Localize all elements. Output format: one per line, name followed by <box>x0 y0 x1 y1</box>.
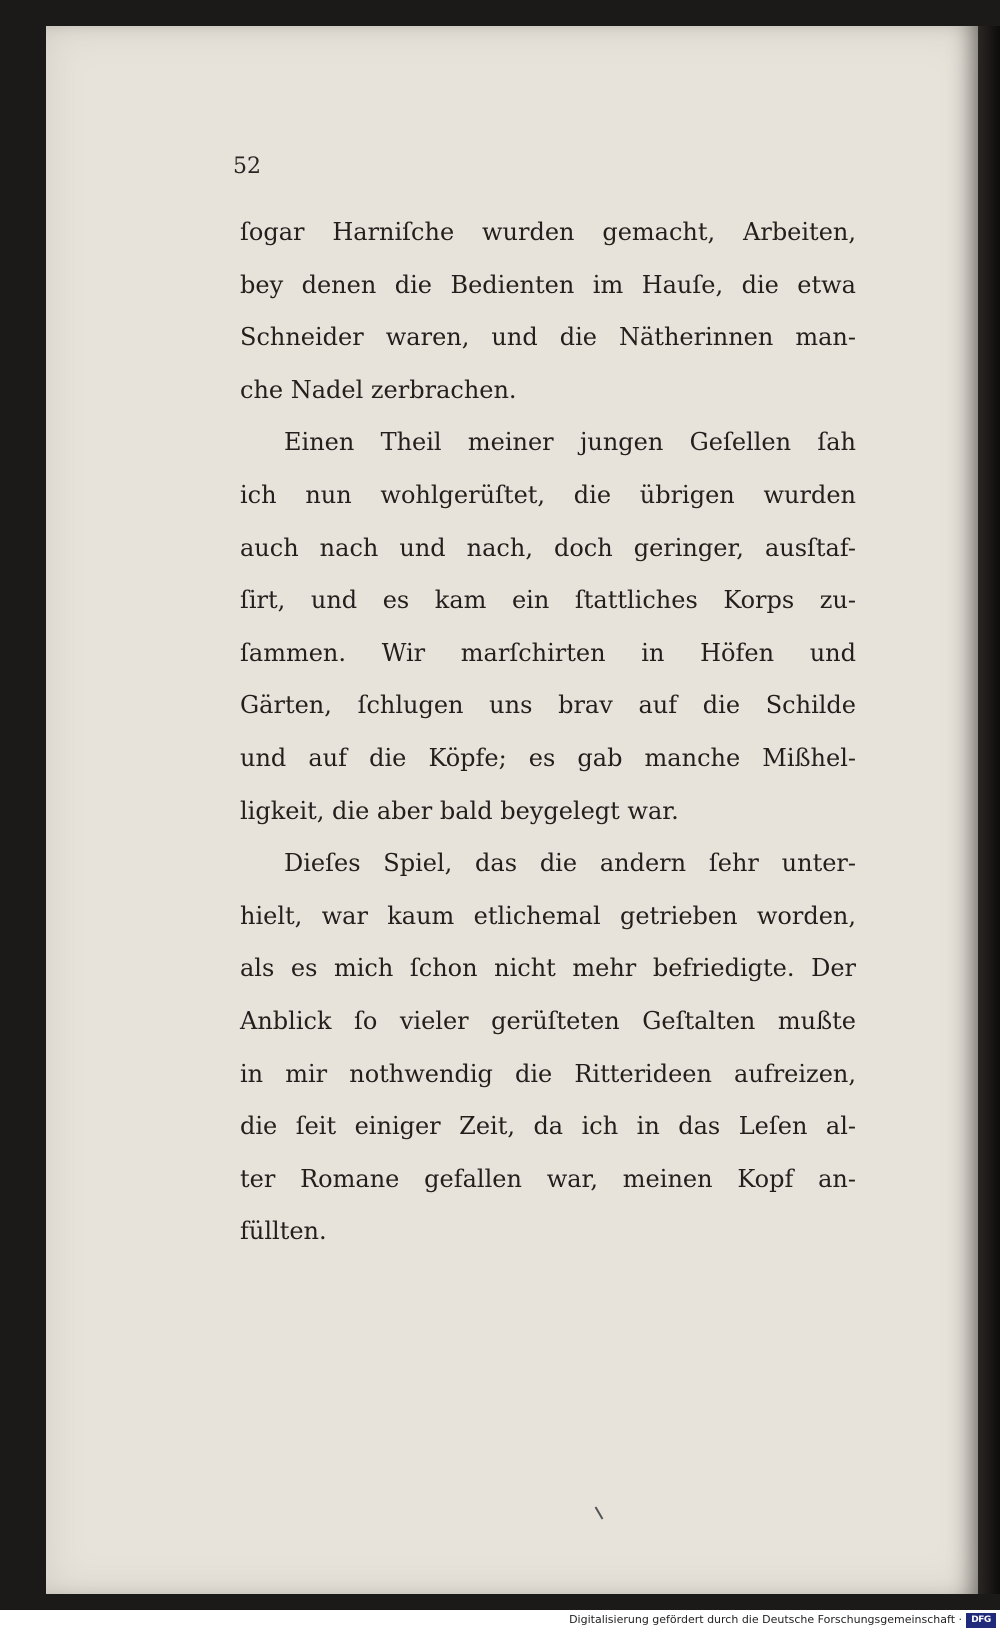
text-line: Einen Theil meiner jungen Geſellen ſah <box>284 428 856 457</box>
page-number: 52 <box>233 154 261 179</box>
text-line: füllten. <box>240 1217 327 1246</box>
text-line: auch nach und nach, doch geringer, ausſtaf- <box>240 533 856 562</box>
text-line: ſirt, und es kam ein ſtattliches Korps zu- <box>240 586 856 615</box>
body-text <box>240 206 856 1258</box>
text-line: che Nadel zerbrachen. <box>240 375 517 404</box>
text-line: Gärten, ſchlugen uns brav auf die Schilde <box>240 691 856 720</box>
book-spine <box>978 26 1000 1594</box>
dfg-logo-icon: DFG <box>966 1613 996 1628</box>
funding-notice: Digitalisierung gefördert durch die Deutsche Forschungsgemeinschaft · <box>569 1613 962 1626</box>
text-line: ligkeit, die aber bald beygelegt war. <box>240 796 679 825</box>
text-line: Anblick ſo vieler gerüſteten Geſtalten mußte <box>240 1006 856 1035</box>
text-line: die ſeit einiger Zeit, da ich in das Leſen al- <box>240 1112 856 1141</box>
text-line: als es mich ſchon nicht mehr befriedigte. Der <box>240 954 856 983</box>
text-line: ſogar Harniſche wurden gemacht, Arbeiten, <box>240 218 856 246</box>
text-line: bey denen die Bedienten im Hauſe, die etwa <box>240 270 856 299</box>
text-line: ſammen. Wir marſchirten in Höfen und <box>240 638 856 667</box>
footer-bar <box>0 1610 1000 1633</box>
text-line: hielt, war kaum etlichemal getrieben worden, <box>240 901 856 930</box>
text-line: in mir nothwendig die Ritterideen aufreizen, <box>240 1059 856 1088</box>
text-line: ter Romane gefallen war, meinen Kopf an- <box>240 1164 856 1193</box>
text-line: Schneider waren, und die Nätherinnen man- <box>240 323 856 352</box>
text-line: und auf die Köpfe; es gab manche Mißhel- <box>240 743 856 772</box>
text-line: Dieſes Spiel, das die andern ſehr unter- <box>284 849 856 878</box>
text-line: ich nun wohlgerüſtet, die übrigen wurden <box>240 480 856 509</box>
